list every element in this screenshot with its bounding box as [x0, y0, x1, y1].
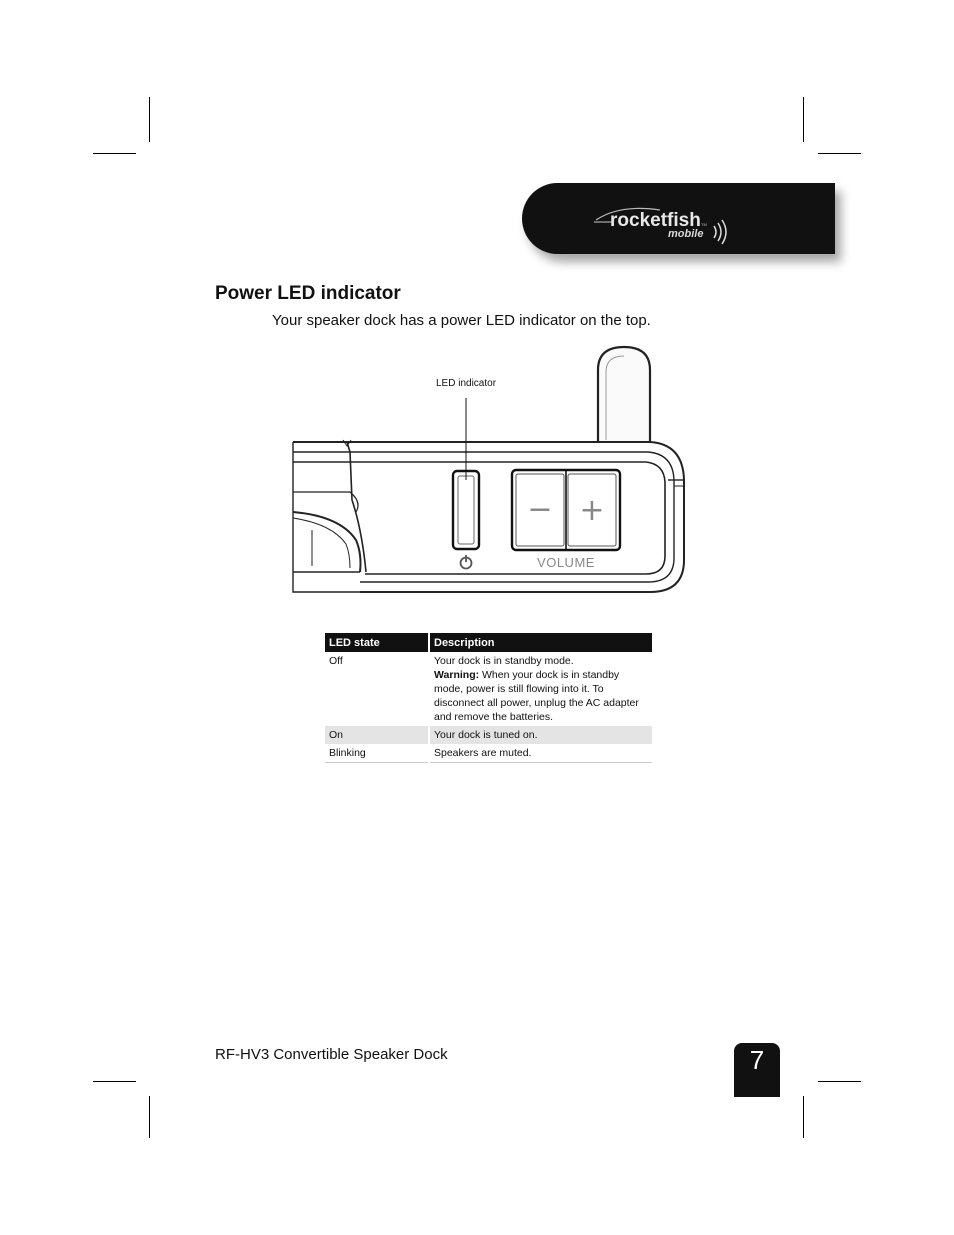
brand-tm: TM — [701, 222, 707, 227]
led-state-table — [325, 633, 652, 763]
table-row — [325, 652, 652, 726]
cell-description: Speakers are muted. — [429, 744, 652, 763]
page-number: 7 — [734, 1043, 780, 1097]
crop-mark — [93, 1081, 136, 1082]
table-row — [325, 744, 652, 763]
footer-title: RF-HV3 Convertible Speaker Dock — [215, 1046, 448, 1063]
crop-mark — [818, 1081, 861, 1082]
intro-text: Your speaker dock has a power LED indicator on the top. — [272, 312, 651, 329]
table-row — [325, 726, 652, 744]
cell-state: On — [325, 726, 429, 744]
cell-description — [429, 652, 652, 726]
header-description: Description — [429, 633, 652, 652]
header-led-state: LED state — [325, 633, 429, 652]
led-callout-label: LED indicator — [436, 378, 497, 389]
crop-mark — [93, 153, 136, 154]
table-header-row — [325, 633, 652, 652]
brand-sub: mobile — [668, 228, 704, 240]
volume-minus-glyph: − — [527, 492, 553, 527]
warning-label: Warning: — [434, 669, 480, 681]
crop-mark — [149, 97, 150, 142]
warning-text: When your dock is in standby mode, power is still flowing into it. To disconnect all power, unplug the AC adapter and remove the batteries. — [434, 669, 639, 723]
volume-plus-glyph: + — [579, 493, 605, 528]
cell-state: Blinking — [325, 744, 429, 763]
volume-label: VOLUME — [537, 555, 595, 570]
cell-state: Off — [325, 652, 429, 726]
cell-description: Your dock is tuned on. — [429, 726, 652, 744]
crop-mark — [149, 1096, 150, 1138]
description-text: Your dock is in standby mode. — [434, 655, 574, 667]
section-heading: Power LED indicator — [215, 283, 401, 304]
rocketfish-logo — [590, 196, 740, 248]
dock-illustration — [290, 340, 690, 600]
crop-mark — [803, 97, 804, 142]
crop-mark — [818, 153, 861, 154]
brand-name: rocketfish — [610, 210, 701, 231]
crop-mark — [803, 1096, 804, 1138]
